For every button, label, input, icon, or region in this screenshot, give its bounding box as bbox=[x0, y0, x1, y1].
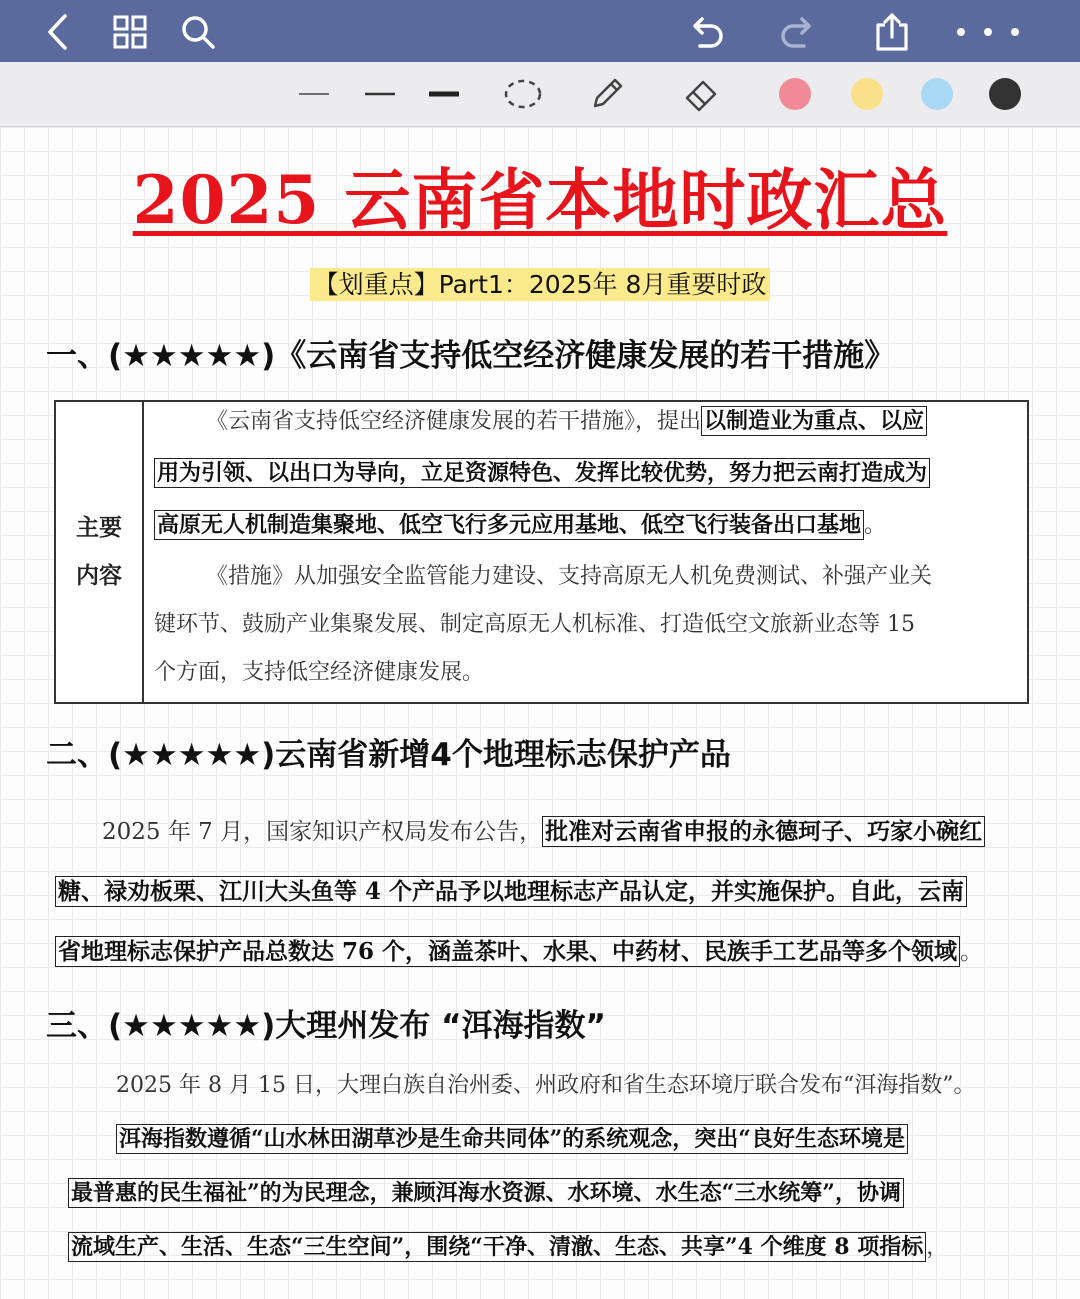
page-title: 2025 云南省本地时政汇总 bbox=[132, 161, 948, 239]
content-line: 流域生产、生活、生态“三生空间”，围绕“干净、清澈、生态、共享”4 个维度 8 项指标 ， bbox=[68, 1230, 948, 1261]
section-1-heading: 一、(★★★★★)《云南省支持低空经济健康发展的若干措施》 bbox=[46, 338, 896, 374]
pen-toolbar bbox=[0, 62, 1080, 127]
color-swatch-icon bbox=[988, 77, 1022, 111]
eraser-icon bbox=[681, 74, 721, 114]
content-line: 《措施》从加强安全监管能力建设、支持高原无人机免费测试、补强产业关 bbox=[206, 564, 933, 589]
content-line: 个方面，支持低空经济健康发展。 bbox=[154, 660, 485, 685]
color-blue-button[interactable] bbox=[918, 74, 956, 114]
content-line: 糖、禄劝板栗、江川大头鱼等 4 个产品予以地理标志产品认定，并实施保护。自此，云南 bbox=[55, 873, 967, 906]
lasso-button[interactable] bbox=[502, 74, 544, 114]
color-black-button[interactable] bbox=[986, 74, 1024, 114]
share-button[interactable] bbox=[870, 10, 914, 54]
eraser-button[interactable] bbox=[680, 74, 722, 114]
grid-button[interactable] bbox=[108, 10, 152, 54]
thin-line-icon bbox=[298, 90, 330, 98]
more-button[interactable] bbox=[948, 10, 1028, 54]
search-icon bbox=[180, 14, 216, 50]
medium-pen-button[interactable] bbox=[362, 74, 398, 114]
color-swatch-icon bbox=[850, 77, 884, 111]
thick-line-icon bbox=[428, 89, 460, 99]
content-line: 高原无人机制造集聚地、低空飞行多元应用基地、低空飞行装备出口基地 。 bbox=[154, 508, 886, 539]
section-1-table bbox=[54, 400, 1029, 704]
more-icon bbox=[953, 26, 1023, 38]
content-line: 2025 年 7 月，国家知识产权局发布公告， 批准对云南省申报的永德珂子、巧家小碗红 bbox=[102, 813, 985, 846]
search-button[interactable] bbox=[176, 10, 220, 54]
grid-icon bbox=[112, 14, 148, 50]
content-line: 键环节、鼓励产业集聚发展、制定高原无人机标准、打造低空文旅新业态等 15 bbox=[154, 612, 915, 637]
content-line: 省地理标志保护产品总数达 76 个，涵盖茶叶、水果、中药材、民族手工艺品等多个领域 。 bbox=[55, 933, 983, 966]
content-line: 2025 年 8 月 15 日，大理白族自治州委、州政府和省生态环境厅联合发布“洱海指数”。 bbox=[116, 1073, 976, 1098]
redo-button[interactable] bbox=[776, 10, 820, 54]
color-swatch-icon bbox=[920, 77, 954, 111]
top-app-bar bbox=[0, 0, 1080, 62]
section-2-heading: 二、(★★★★★)云南省新增4个地理标志保护产品 bbox=[46, 737, 731, 773]
undo-icon bbox=[686, 12, 726, 52]
table-label: 主要 内容 bbox=[56, 402, 144, 702]
medium-line-icon bbox=[364, 90, 396, 98]
back-button[interactable] bbox=[36, 10, 80, 54]
content-line: 《云南省支持低空经济健康发展的若干措施》，提出 以制造业为重点、以应 bbox=[206, 404, 927, 435]
highlight-banner: 【划重点】Part1：2025年 8月重要时政 bbox=[0, 265, 1080, 301]
share-icon bbox=[872, 11, 912, 53]
undo-button[interactable] bbox=[684, 10, 728, 54]
color-pink-button[interactable] bbox=[776, 74, 814, 114]
thick-pen-button[interactable] bbox=[426, 74, 462, 114]
content-line: 最普惠的民生福祉”的为民理念，兼顾洱海水资源、水环境、水生态“三水统筹”，协调 bbox=[68, 1176, 904, 1207]
section-3-heading: 三、(★★★★★)大理州发布 “洱海指数” bbox=[46, 1008, 606, 1044]
color-swatch-icon bbox=[778, 77, 812, 111]
pencil-button[interactable] bbox=[586, 74, 628, 114]
content-line: 用为引领、以出口为导向，立足资源特色、发挥比较优势，努力把云南打造成为 bbox=[154, 456, 930, 487]
chevron-left-icon bbox=[45, 13, 71, 51]
thin-pen-button[interactable] bbox=[296, 74, 332, 114]
content-line: 洱海指数遵循“山水林田湖草沙是生命共同体”的系统观念，突出“良好生态环境是 bbox=[116, 1122, 908, 1153]
lasso-select-icon bbox=[503, 77, 543, 111]
redo-icon bbox=[778, 12, 818, 52]
color-yellow-button[interactable] bbox=[848, 74, 886, 114]
note-page[interactable] bbox=[0, 127, 1080, 1299]
pencil-icon bbox=[587, 74, 627, 114]
